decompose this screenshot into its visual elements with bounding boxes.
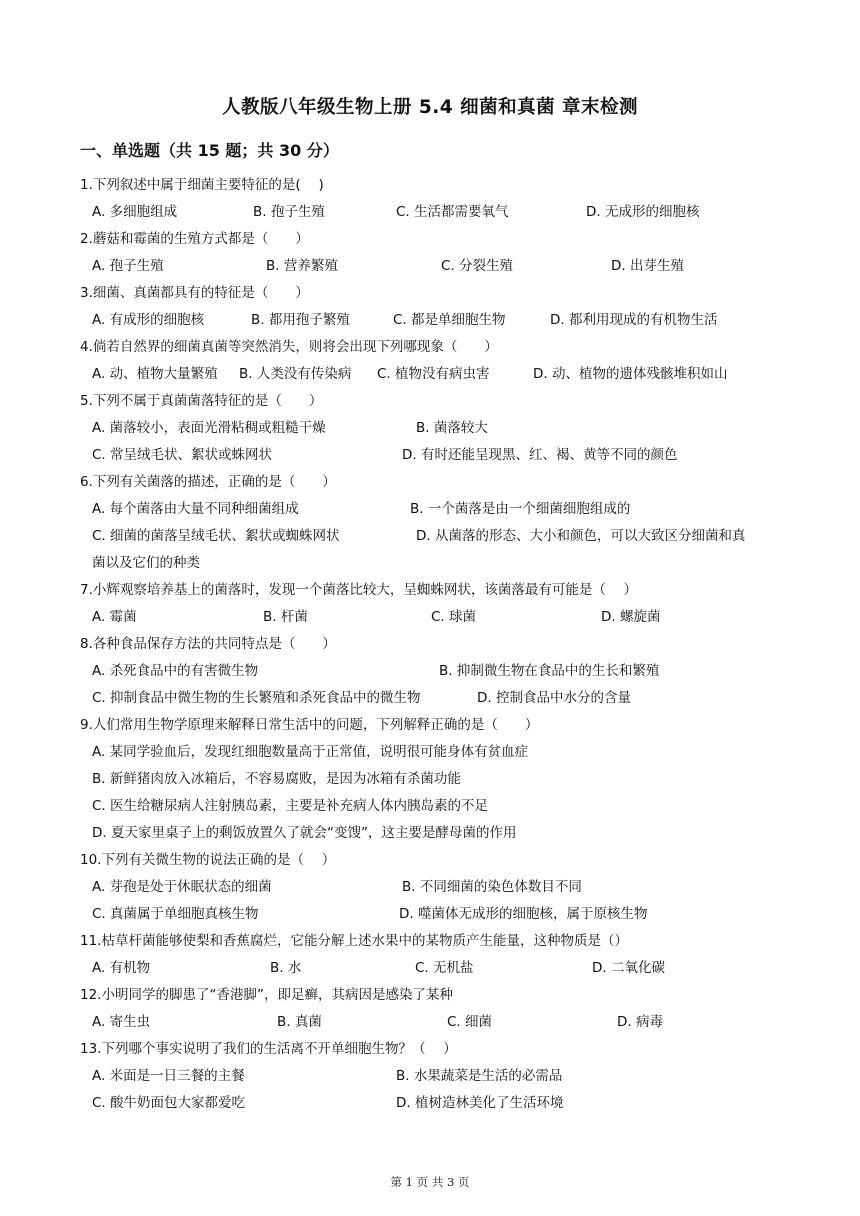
question-3 (80, 280, 780, 334)
question-stem: 2.蘑菇和霉菌的生殖方式都是（ ） (80, 231, 309, 247)
question-5 (80, 388, 780, 469)
option-c: C. 细菌 (447, 1014, 493, 1030)
question-11 (80, 928, 780, 982)
option-row (80, 685, 780, 712)
question-stem: 6.下列有关菌落的描述，正确的是（ ） (80, 474, 336, 490)
section-heading: 一、单选题（共 15 题；共 30 分） (80, 141, 339, 160)
option-row (80, 361, 780, 388)
question-stem: 8.各种食品保存方法的共同特点是（ ） (80, 636, 336, 652)
option-b: B. 人类没有传染病 (239, 366, 352, 382)
option-a: A. 芽孢是处于休眠状态的细菌 (92, 879, 272, 895)
option-b: B. 都用孢子繁殖 (251, 312, 350, 328)
question-stem: 13.下列哪个事实说明了我们的生活离不开单细胞生物？（ ） (80, 1041, 457, 1057)
question-stem: 7.小辉观察培养基上的菌落时，发现一个菌落比较大，呈蜘蛛网状，该菌落最有可能是（ ） (80, 582, 638, 598)
option-row (80, 442, 780, 469)
option-b: B. 营养繁殖 (266, 258, 338, 274)
option-row (80, 415, 780, 442)
question-2 (80, 226, 780, 280)
question-7 (80, 577, 780, 631)
question-4 (80, 334, 780, 388)
option-row (80, 199, 780, 226)
option-d: D. 植树造林美化了生活环境 (396, 1095, 564, 1111)
option-c: C. 常呈绒毛状、絮状或蛛网状 (92, 447, 273, 463)
option-a: A. 寄生虫 (92, 1014, 151, 1030)
page-footer: 第 1 页 共 3 页 (390, 1175, 470, 1189)
option-c: C. 酸牛奶面包大家都爱吃 (92, 1095, 246, 1111)
option-d: D. 无成形的细胞核 (586, 204, 700, 220)
option-d: D. 都利用现成的有机物生活 (550, 312, 718, 328)
question-stem: 11.枯草杆菌能够使梨和香蕉腐烂，它能分解上述水果中的某物质产生能量，这种物质是（） (80, 933, 628, 949)
option-d: D. 二氧化碳 (592, 960, 665, 976)
option-a: A. 有成形的细胞核 (92, 312, 205, 328)
option-a: A. 孢子生殖 (92, 258, 164, 274)
option-row (80, 955, 780, 982)
option-c: C. 细菌的菌落呈绒毛状、絮状或蜘蛛网状 (92, 528, 340, 544)
option-a: A. 有机物 (92, 960, 151, 976)
question-stem: 1.下列叙述中属于细菌主要特征的是( ) (80, 177, 324, 193)
option-c: C. 生活都需要氧气 (396, 204, 509, 220)
option-d: D. 出芽生殖 (611, 258, 684, 274)
option-c: C. 都是单细胞生物 (393, 312, 506, 328)
option-a: A. 动、植物大量繁殖 (92, 366, 218, 382)
option-row (80, 523, 780, 550)
option-row (80, 658, 780, 685)
option-row (80, 874, 780, 901)
option-d: D. 动、植物的遗体残骸堆积如山 (533, 366, 728, 382)
document-title: 人教版八年级生物上册 5.4 细菌和真菌 章末检测 (221, 97, 639, 118)
question-6 (80, 469, 780, 577)
option-c: C. 真菌属于单细胞真核生物 (92, 906, 259, 922)
option-d: D. 病毒 (617, 1014, 663, 1030)
option-c: C. 球菌 (431, 609, 477, 625)
question-stem: 10.下列有关微生物的说法正确的是（ ） (80, 852, 336, 868)
option-a: A. 米面是一日三餐的主餐 (92, 1068, 245, 1084)
question-13 (80, 1036, 780, 1117)
option-c: C. 无机盐 (415, 960, 474, 976)
question-stem: 3.细菌、真菌都具有的特征是（ ） (80, 285, 309, 301)
option-d: D. 噬菌体无成形的细胞核，属于原核生物 (399, 906, 648, 922)
question-stem: 5.下列不属于真菌菌落特征的是（ ） (80, 393, 323, 409)
option-b: B. 杆菌 (263, 609, 308, 625)
question-stem: 12.小明同学的脚患了“香港脚”，即足癣，其病因是感染了某种 (80, 987, 453, 1003)
option-row (80, 1009, 780, 1036)
question-1 (80, 172, 780, 226)
option-a: A. 每个菌落由大量不同种细菌组成 (92, 501, 299, 517)
option-b: B. 不同细菌的染色体数目不同 (402, 879, 582, 895)
question-stem: 9.人们常用生物学原理来解释日常生活中的问题，下列解释正确的是（ ） (80, 717, 539, 733)
option-row (80, 253, 780, 280)
option-d: D. 夏天家里桌子上的剩饭放置久了就会“变馊”，这主要是酵母菌的作用 (92, 825, 517, 841)
option-c: C. 分裂生殖 (441, 258, 514, 274)
option-row (80, 901, 780, 928)
option-b: B. 菌落较大 (416, 420, 488, 436)
option-d: D. 控制食品中水分的含量 (477, 690, 631, 706)
option-d-continued: 菌以及它们的种类 (92, 555, 200, 571)
option-b: B. 抑制微生物在食品中的生长和繁殖 (439, 663, 660, 679)
option-b: B. 一个菌落是由一个细菌细胞组成的 (410, 501, 631, 517)
option-a: A. 某同学验血后，发现红细胞数量高于正常值，说明很可能身体有贫血症 (92, 744, 529, 760)
option-d: D. 从菌落的形态、大小和颜色，可以大致区分细菌和真 (416, 528, 746, 544)
option-c: C. 抑制食品中微生物的生长繁殖和杀死食品中的微生物 (92, 690, 421, 706)
option-d: D. 螺旋菌 (601, 609, 661, 625)
option-row (80, 1090, 780, 1117)
option-row (80, 307, 780, 334)
option-c: C. 医生给糖尿病人注射胰岛素，主要是补充病人体内胰岛素的不足 (92, 798, 489, 814)
option-row (80, 1063, 780, 1090)
question-12 (80, 982, 780, 1036)
option-b: B. 水 (270, 960, 302, 976)
question-10 (80, 847, 780, 928)
option-a: A. 杀死食品中的有害微生物 (92, 663, 259, 679)
option-a: A. 多细胞组成 (92, 204, 178, 220)
option-b: B. 真菌 (277, 1014, 322, 1030)
option-b: B. 新鲜猪肉放入冰箱后，不容易腐败，是因为冰箱有杀菌功能 (92, 771, 461, 787)
question-stem: 4.倘若自然界的细菌真菌等突然消失，则将会出现下列哪现象（ ） (80, 339, 498, 355)
option-c: C. 植物没有病虫害 (377, 366, 490, 382)
question-list (80, 172, 780, 1117)
option-d: D. 有时还能呈现黑、红、褐、黄等不同的颜色 (402, 447, 678, 463)
option-row (80, 496, 780, 523)
option-b: B. 水果蔬菜是生活的必需品 (396, 1068, 563, 1084)
question-9 (80, 712, 780, 847)
option-row (80, 604, 780, 631)
question-8 (80, 631, 780, 712)
option-a: A. 菌落较小，表面光滑粘稠或粗糙干燥 (92, 420, 326, 436)
option-a: A. 霉菌 (92, 609, 137, 625)
option-b: B. 孢子生殖 (253, 204, 325, 220)
